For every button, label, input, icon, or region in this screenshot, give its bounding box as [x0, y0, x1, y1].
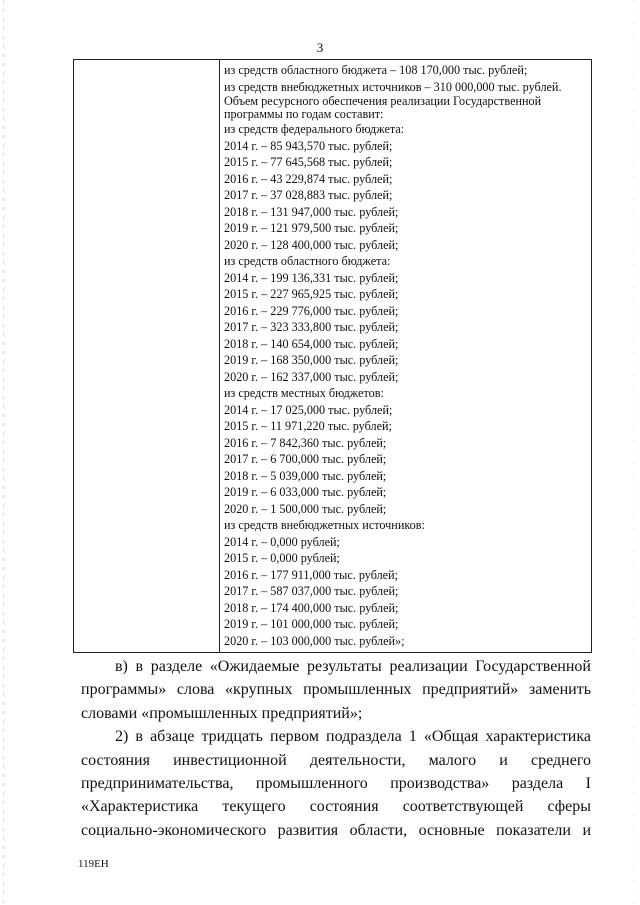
- table-line: 2020 г. – 162 337,000 тыс. рублей;: [224, 369, 399, 384]
- table-line: 2016 г. – 229 776,000 тыс. рублей;: [224, 303, 399, 318]
- table-line: 2015 г. – 11 971,220 тыс. рублей;: [224, 419, 392, 433]
- table-line: из средств местных бюджетов:: [224, 386, 384, 400]
- table-line: 2018 г. – 174 400,000 тыс. рублей;: [224, 600, 399, 615]
- table-line: из средств областного бюджета:: [224, 254, 391, 268]
- table-line: из средств областного бюджета – 108 170,000 тыс. рублей;: [224, 63, 528, 77]
- table-column-divider: [219, 60, 220, 652]
- table-line: 2016 г. – 43 229,874 тыс. рублей;: [224, 171, 393, 186]
- document-code: 119ЕН: [78, 858, 109, 870]
- table-line: 2014 г. – 199 136,331 тыс. рублей;: [224, 270, 399, 285]
- table-line: 2018 г. – 5 039,000 тыс. рублей;: [224, 468, 387, 483]
- table-line: 2016 г. – 177 911,000 тыс. рублей;: [224, 567, 398, 582]
- page-number: 3: [316, 40, 324, 55]
- table-left-cell: [74, 60, 219, 652]
- paragraph-line: состояния инвестиционной деятельности, малого и среднего: [81, 751, 591, 769]
- body-text: [81, 655, 591, 842]
- table-line: 2015 г. – 227 965,925 тыс. рублей;: [224, 287, 399, 301]
- table-line: 2019 г. – 121 979,500 тыс. рублей;: [224, 221, 399, 235]
- table-line: 2015 г. – 77 645,568 тыс. рублей;: [224, 155, 393, 169]
- table-line: 2019 г. – 168 350,000 тыс. рублей;: [224, 353, 399, 367]
- table-line: 2020 г. – 1 500,000 тыс. рублей;: [224, 501, 387, 516]
- table-line: из средств внебюджетных источников – 310 000,000 тыс. рублей.: [224, 79, 562, 94]
- table-line: 2017 г. – 6 700,000 тыс. рублей;: [224, 452, 387, 466]
- table-line: 2018 г. – 140 654,000 тыс. рублей;: [224, 336, 399, 351]
- table-line: 2018 г. – 131 947,000 тыс. рублей;: [224, 204, 399, 219]
- table-line: из средств федерального бюджета:: [224, 122, 405, 136]
- table-right-cell: [224, 62, 589, 649]
- paragraph-line: словами «промышленных предприятий»;: [81, 704, 363, 722]
- table-line: 2019 г. – 101 000,000 тыс. рублей;: [224, 617, 399, 631]
- table-line: 2017 г. – 323 333,800 тыс. рублей;: [224, 320, 399, 334]
- paragraph-line: в) в разделе «Ожидаемые результаты реализации Государственной: [115, 658, 591, 675]
- table-line: 2019 г. – 6 033,000 тыс. рублей;: [224, 485, 387, 499]
- table-line: 2020 г. – 103 000,000 тыс. рублей»;: [224, 633, 405, 648]
- table-line: 2016 г. – 7 842,360 тыс. рублей;: [224, 435, 387, 450]
- table-line: 2014 г. – 0,000 рублей;: [224, 534, 340, 549]
- table-line: Объем ресурсного обеспечения реализации Государственной программы по годам составит:: [224, 94, 542, 121]
- budget-table: [73, 59, 592, 653]
- paragraph-line: «Характеристика текущего состояния соответствующей сферы: [81, 798, 591, 816]
- table-line: 2017 г. – 587 037,000 тыс. рублей;: [224, 584, 399, 598]
- scan-edge-left: [3, 0, 4, 905]
- scan-edge-right: [633, 0, 634, 905]
- paragraph-line: предпринимательства, промышленного производства» раздела I: [81, 774, 591, 792]
- paragraph-line: программы» слова «крупных промышленных предприятий» заменить: [81, 681, 591, 699]
- table-line: 2015 г. – 0,000 рублей;: [224, 551, 340, 565]
- paragraph-line: социально-экономического развития области, основные показатели и: [81, 821, 591, 839]
- table-line: 2017 г. – 37 028,883 тыс. рублей;: [224, 188, 393, 202]
- table-line: 2014 г. – 17 025,000 тыс. рублей;: [224, 402, 393, 417]
- paragraph-line: 2) в абзаце тридцать первом подраздела 1 «Общая характеристика: [115, 728, 591, 746]
- table-line: из средств внебюджетных источников:: [224, 518, 425, 532]
- table-line: 2020 г. – 128 400,000 тыс. рублей;: [224, 237, 399, 252]
- table-line: 2014 г. – 85 943,570 тыс. рублей;: [224, 138, 393, 153]
